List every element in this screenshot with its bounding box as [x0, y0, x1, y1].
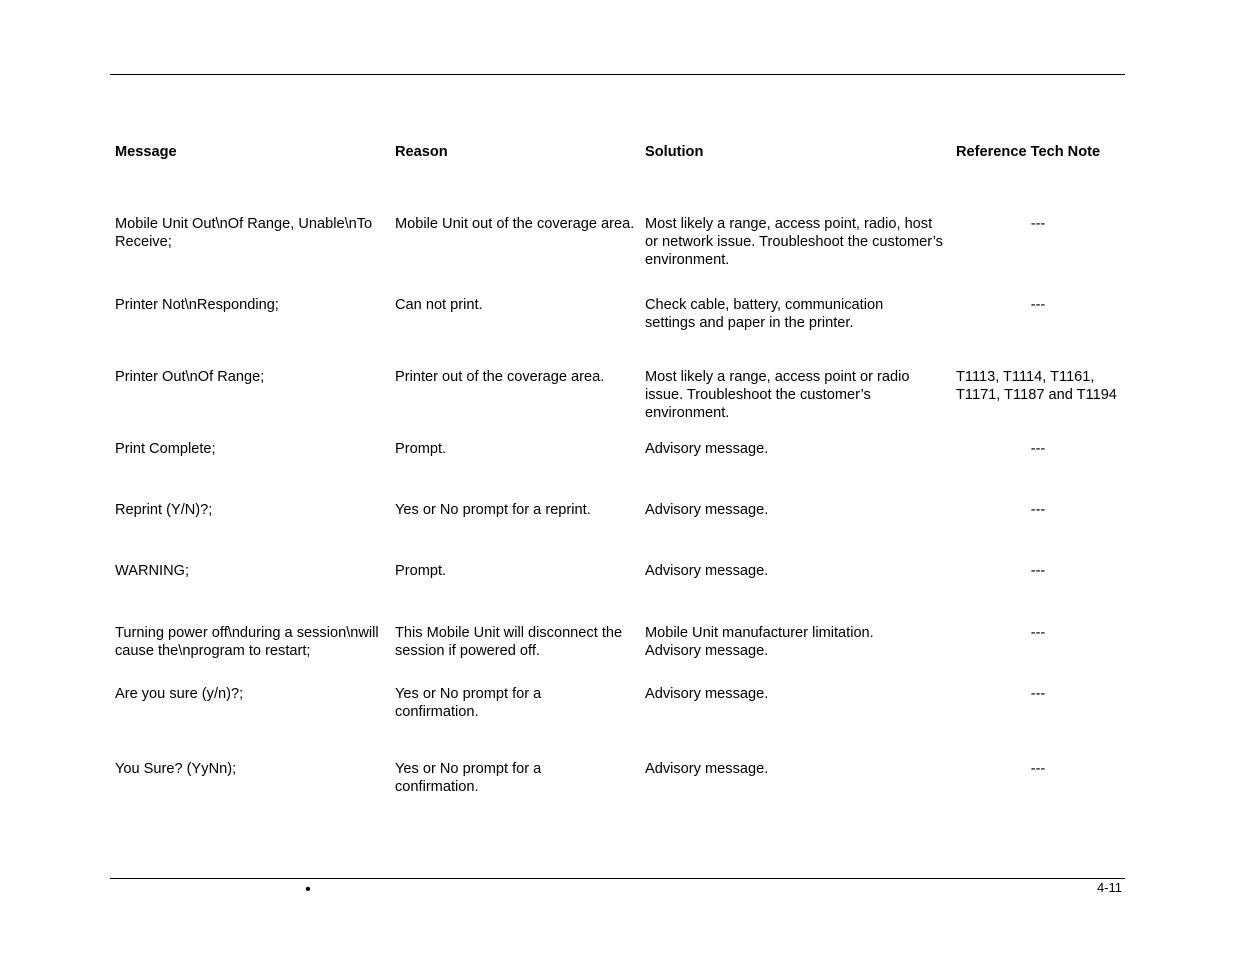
column-header-solution: Solution	[645, 144, 704, 160]
solution-cell: Advisory message.	[645, 563, 769, 579]
message-cell: Printer Not\nResponding;	[115, 297, 279, 313]
reference-cell: ---	[1030, 216, 1046, 232]
reason-cell: Printer out of the coverage area.	[395, 369, 605, 385]
solution-cell: Most likely a range, access point or radio issue. Troubleshoot the customer’s environment.	[645, 369, 910, 421]
solution-cell: Mobile Unit manufacturer limitation. Advisory message.	[645, 625, 874, 659]
reason-cell: Yes or No prompt for a confirmation.	[395, 761, 542, 795]
reason-cell: This Mobile Unit will disconnect the session if powered off.	[395, 625, 623, 659]
message-cell: Printer Out\nOf Range;	[115, 369, 265, 385]
solution-cell: Advisory message.	[645, 686, 769, 702]
solution-cell: Most likely a range, access point, radio, host or network issue. Troubleshoot the customer’s environment.	[645, 216, 943, 268]
solution-cell: Advisory message.	[645, 761, 769, 777]
reference-cell: ---	[1030, 761, 1046, 777]
message-cell: You Sure? (YyNn);	[115, 761, 237, 777]
column-header-reference: Reference Tech Note	[956, 144, 1101, 160]
reference-cell: ---	[1030, 502, 1046, 518]
message-cell: Reprint (Y/N)?;	[115, 502, 213, 518]
solution-cell: Advisory message.	[645, 502, 769, 518]
message-cell: Print Complete;	[115, 441, 216, 457]
message-cell: Are you sure (y/n)?;	[115, 686, 244, 702]
header-rule	[110, 74, 1125, 75]
reason-cell: Yes or No prompt for a confirmation.	[395, 686, 542, 720]
solution-cell: Check cable, battery, communication settings and paper in the printer.	[645, 297, 884, 331]
reference-cell: ---	[1030, 625, 1046, 641]
footer-bullet: •	[305, 881, 311, 898]
reason-cell: Mobile Unit out of the coverage area.	[395, 216, 635, 232]
reference-cell: T1113, T1114, T1161, T1171, T1187 and T1194	[956, 369, 1117, 403]
message-cell: Turning power off\nduring a session\nwill cause the\nprogram to restart;	[115, 625, 379, 659]
reference-cell: ---	[1030, 563, 1046, 579]
reference-cell: ---	[1030, 441, 1046, 457]
reason-cell: Prompt.	[395, 441, 447, 457]
column-header-reason: Reason	[395, 144, 448, 160]
solution-cell: Advisory message.	[645, 441, 769, 457]
reason-cell: Prompt.	[395, 563, 447, 579]
reason-cell: Can not print.	[395, 297, 483, 313]
footer-rule	[110, 878, 1125, 879]
reason-cell: Yes or No prompt for a reprint.	[395, 502, 591, 518]
reference-cell: ---	[1030, 686, 1046, 702]
message-cell: WARNING;	[115, 563, 190, 579]
column-header-message: Message	[115, 144, 177, 160]
reference-cell: ---	[1030, 297, 1046, 313]
message-cell: Mobile Unit Out\nOf Range, Unable\nTo Receive;	[115, 216, 373, 250]
page-number: 4-11	[1096, 880, 1122, 895]
